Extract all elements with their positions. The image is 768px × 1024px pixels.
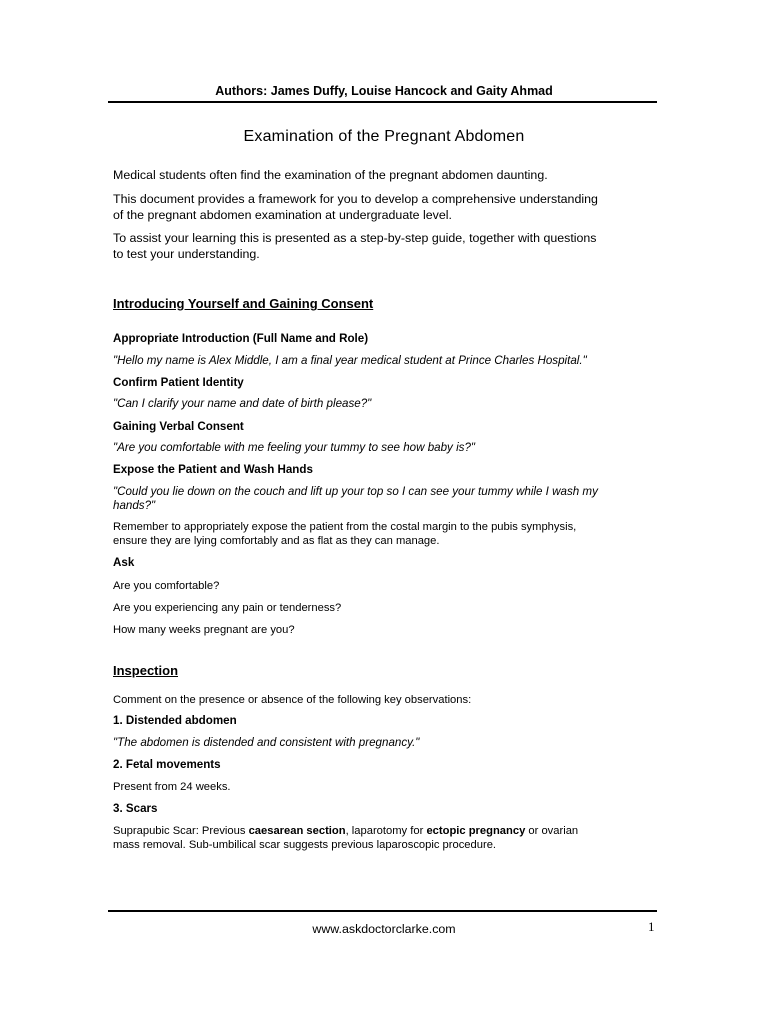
authors-line: Authors: James Duffy, Louise Hancock and Gaity Ahmad <box>215 84 553 98</box>
quote-identity: "Can I clarify your name and date of birth please?" <box>113 397 372 410</box>
document-title: Examination of the Pregnant Abdomen <box>243 128 525 145</box>
header-rule <box>108 101 657 103</box>
footer-rule <box>108 910 657 912</box>
ask-item: Are you experiencing any pain or tenderness? <box>113 602 342 614</box>
observation-heading: 2. Fetal movements <box>113 758 221 771</box>
ask-item: How many weeks pregnant are you? <box>113 624 295 636</box>
footer-url: www.askdoctorclarke.com <box>312 922 456 936</box>
quote-consent: "Are you comfortable with me feeling your tummy to see how baby is?" <box>113 441 476 454</box>
subheading-introduction: Appropriate Introduction (Full Name and Role) <box>113 332 369 345</box>
intro-paragraph-2: This document provides a framework for you to develop a comprehensive understanding of the pregnant abdomen examination at undergraduate level. <box>113 192 598 222</box>
quote-expose: "Could you lie down on the couch and lift up your top so I can see your tummy while I wash my hands?" <box>113 485 598 512</box>
observation-quote: "The abdomen is distended and consistent with pregnancy." <box>113 736 420 749</box>
scars-text: Suprapubic Scar: Previous caesarean section, laparotomy for ectopic pregnancy or ovarian mass removal. Sub-umbilical scar suggests previous laparoscopic procedure. <box>113 825 579 851</box>
section-heading-consent: Introducing Yourself and Gaining Consent <box>113 296 374 311</box>
subheading-identity: Confirm Patient Identity <box>113 376 244 389</box>
observation-heading: 3. Scars <box>113 802 158 815</box>
subheading-consent: Gaining Verbal Consent <box>113 420 244 433</box>
expose-note: Remember to appropriately expose the patient from the costal margin to the pubis symphysis, ensure they are lying comfortably and as flat as they can manage. <box>113 521 577 547</box>
section-heading-inspection: Inspection <box>113 663 179 678</box>
subheading-ask: Ask <box>113 556 135 569</box>
subheading-expose: Expose the Patient and Wash Hands <box>113 463 313 476</box>
page-number: 1 <box>648 919 655 934</box>
observation-text: Present from 24 weeks. <box>113 781 231 793</box>
quote-introduction: "Hello my name is Alex Middle, I am a final year medical student at Prince Charles Hospital." <box>113 354 587 367</box>
ask-item: Are you comfortable? <box>113 580 220 592</box>
inspection-intro: Comment on the presence or absence of the following key observations: <box>113 694 472 706</box>
intro-paragraph-1: Medical students often find the examination of the pregnant abdomen daunting. <box>113 168 548 182</box>
intro-paragraph-3: To assist your learning this is presented as a step-by-step guide, together with questions to test your understanding. <box>113 231 597 261</box>
observation-heading: 1. Distended abdomen <box>113 714 237 727</box>
